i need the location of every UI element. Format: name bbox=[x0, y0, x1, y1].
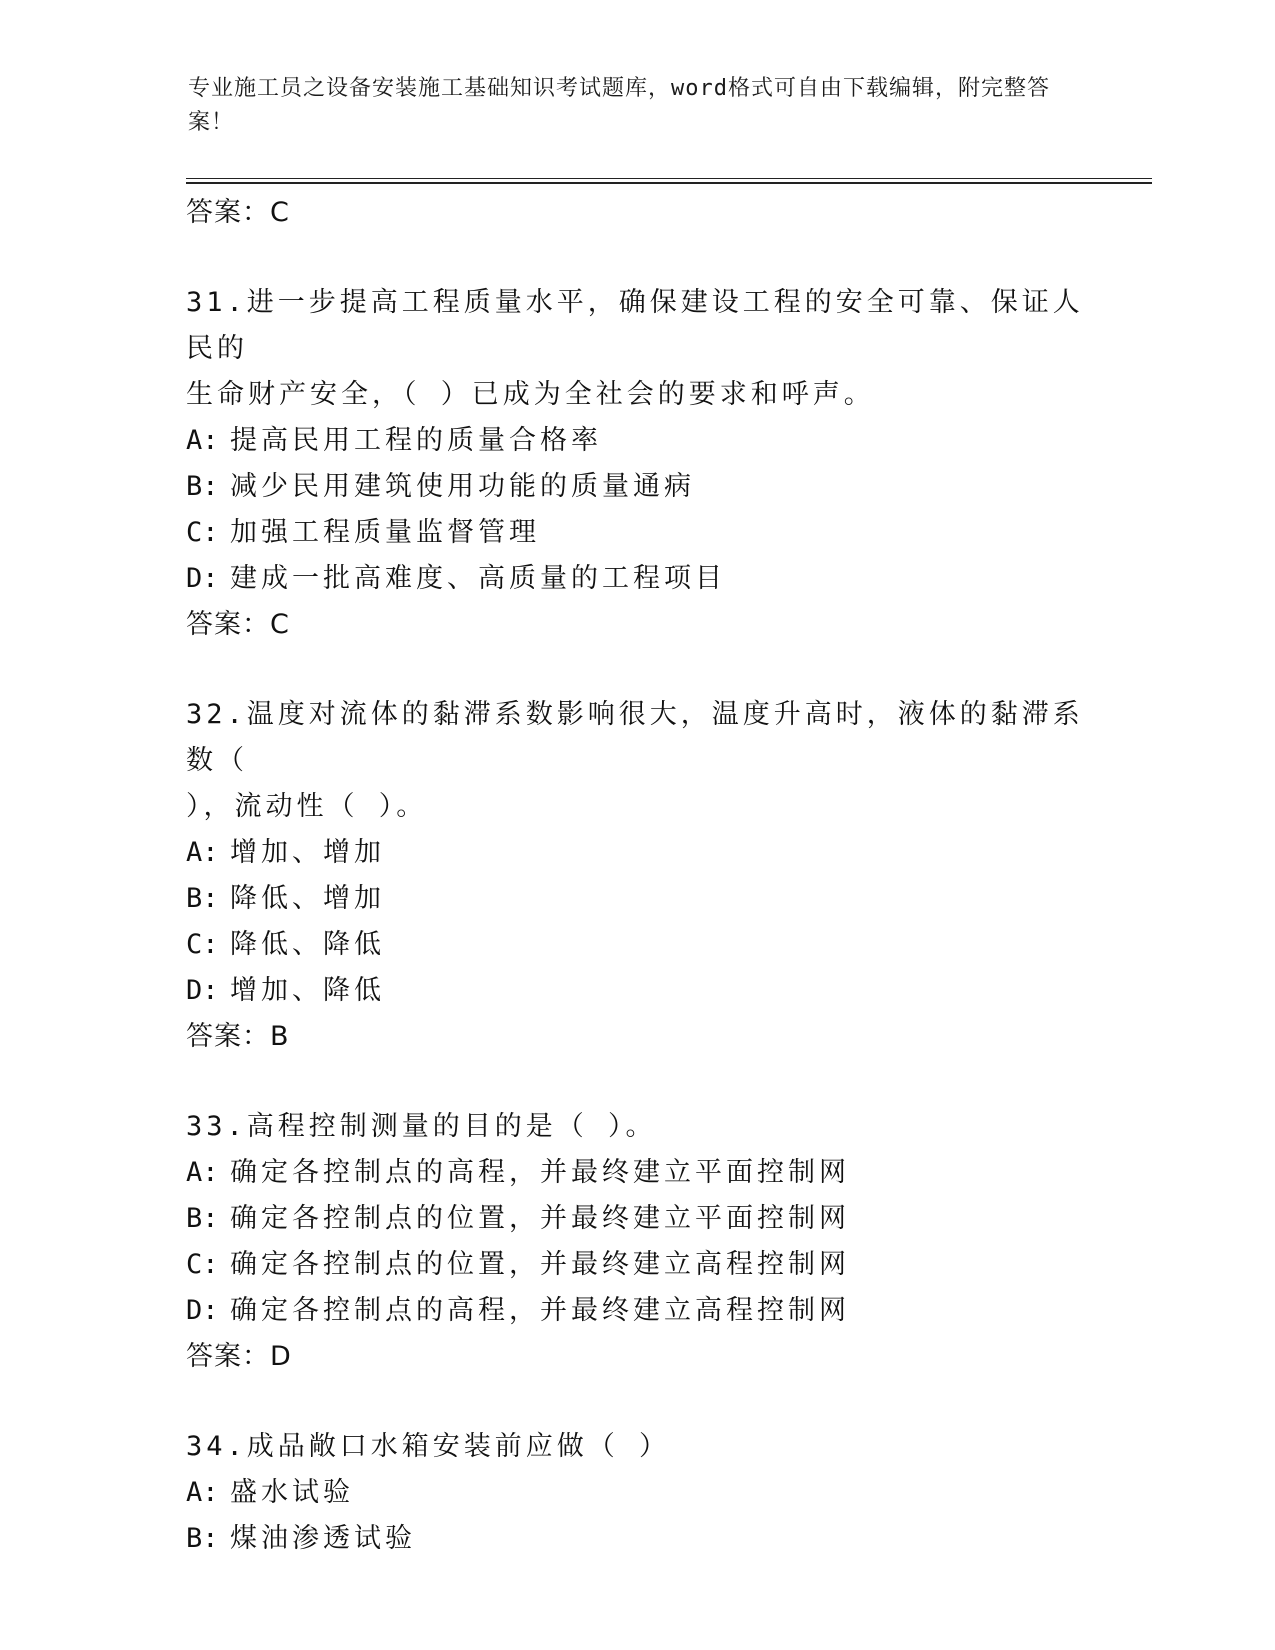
document-header bbox=[188, 72, 1068, 140]
option-c bbox=[186, 1242, 1086, 1288]
question-stem-line: 32.温度对流体的黏滞系数影响很大，温度升高时，液体的黏滞系数（ bbox=[186, 699, 1084, 776]
answer-line: 答案：D bbox=[186, 1341, 292, 1372]
option-text: 增加、增加 bbox=[230, 837, 385, 868]
option-key: B: bbox=[186, 471, 219, 502]
option-key: D: bbox=[186, 975, 219, 1006]
option-key: B: bbox=[186, 883, 219, 914]
option-b bbox=[186, 876, 1086, 922]
option-key: D: bbox=[186, 563, 219, 594]
option-text: 确定各控制点的位置，并最终建立平面控制网 bbox=[230, 1203, 850, 1234]
option-text: 确定各控制点的高程，并最终建立平面控制网 bbox=[230, 1157, 850, 1188]
option-text: 提高民用工程的质量合格率 bbox=[230, 425, 602, 456]
option-key: A: bbox=[186, 425, 219, 456]
option-text: 煤油渗透试验 bbox=[230, 1523, 416, 1554]
question-stem-line: 31.进一步提高工程质量水平，确保建设工程的安全可靠、保证人民的 bbox=[186, 287, 1084, 364]
option-text: 增加、降低 bbox=[230, 975, 385, 1006]
option-key: C: bbox=[186, 929, 219, 960]
option-b bbox=[186, 1196, 1086, 1242]
option-a bbox=[186, 830, 1086, 876]
previous-answer: 答案：C bbox=[186, 197, 290, 228]
option-text: 降低、降低 bbox=[230, 929, 385, 960]
option-c bbox=[186, 922, 1086, 968]
header-divider-thin bbox=[186, 178, 1152, 179]
option-d bbox=[186, 556, 1086, 602]
option-b bbox=[186, 1516, 1086, 1562]
option-key: B: bbox=[186, 1203, 219, 1234]
option-text: 确定各控制点的位置，并最终建立高程控制网 bbox=[230, 1249, 850, 1280]
answer-line: 答案：B bbox=[186, 1021, 290, 1052]
question-34 bbox=[186, 1424, 1086, 1562]
question-stem-line: 33.高程控制测量的目的是（ ）。 bbox=[186, 1111, 657, 1142]
option-text: 降低、增加 bbox=[230, 883, 385, 914]
option-key: C: bbox=[186, 1249, 219, 1280]
option-key: B: bbox=[186, 1523, 219, 1554]
option-c bbox=[186, 510, 1086, 556]
question-31 bbox=[186, 280, 1086, 648]
header-text: 专业施工员之设备安装施工基础知识考试题库，word格式可自由下载编辑，附完整答案！ bbox=[188, 76, 1050, 135]
question-33 bbox=[186, 1104, 1086, 1380]
question-stem-line: ），流动性（ ）。 bbox=[186, 791, 428, 822]
question-stem-line: 34.成品敞口水箱安装前应做（ ） bbox=[186, 1431, 671, 1462]
option-d bbox=[186, 968, 1086, 1014]
option-key: A: bbox=[186, 1477, 219, 1508]
option-key: A: bbox=[186, 1157, 219, 1188]
header-divider-thick bbox=[186, 182, 1152, 184]
answer-line: 答案：C bbox=[186, 609, 290, 640]
option-key: D: bbox=[186, 1295, 219, 1326]
option-text: 建成一批高难度、高质量的工程项目 bbox=[230, 563, 726, 594]
option-key: C: bbox=[186, 517, 219, 548]
option-a bbox=[186, 1470, 1086, 1516]
option-a bbox=[186, 418, 1086, 464]
option-b bbox=[186, 464, 1086, 510]
option-text: 盛水试验 bbox=[230, 1477, 354, 1508]
option-a bbox=[186, 1150, 1086, 1196]
option-text: 确定各控制点的高程，并最终建立高程控制网 bbox=[230, 1295, 850, 1326]
option-key: A: bbox=[186, 837, 219, 868]
question-stem-line: 生命财产安全，（ ）已成为全社会的要求和呼声。 bbox=[186, 379, 875, 410]
option-text: 加强工程质量监督管理 bbox=[230, 517, 540, 548]
question-32 bbox=[186, 692, 1086, 1060]
option-text: 减少民用建筑使用功能的质量通病 bbox=[230, 471, 695, 502]
document-body bbox=[186, 190, 1086, 1562]
option-d bbox=[186, 1288, 1086, 1334]
